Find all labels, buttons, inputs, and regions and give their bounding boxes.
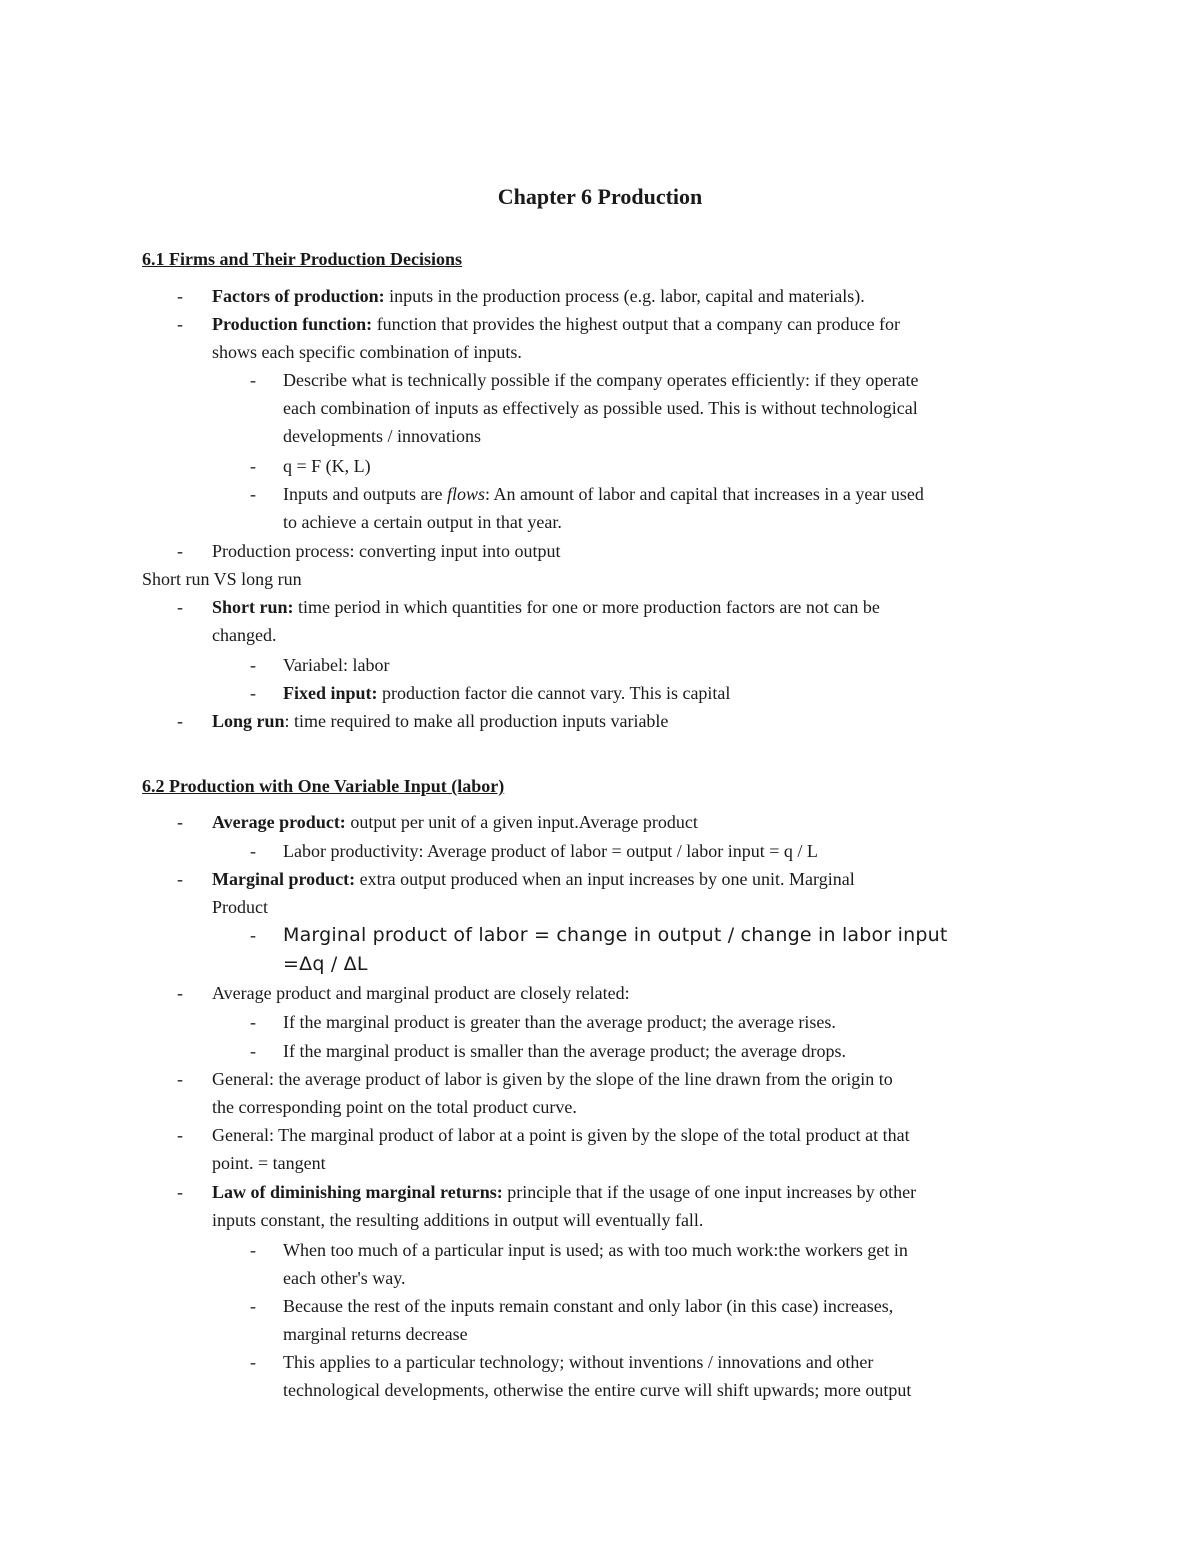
- section-heading-6-2: 6.2 Production with One Variable Input (labor): [142, 776, 505, 796]
- list-item-continuation: point. = tangent: [212, 1153, 326, 1173]
- bullet: -: [250, 456, 256, 476]
- list-item-factors: [212, 282, 865, 310]
- sub-item-labor-productivity: Labor productivity: Average product of labor = output / labor input = q / L: [283, 841, 818, 861]
- sub-item-continuation: developments / innovations: [283, 426, 481, 446]
- sub-item-because: Because the rest of the inputs remain constant and only labor (in this case) increases,: [283, 1296, 894, 1316]
- list-item-marginal-product: [212, 865, 855, 893]
- bullet: -: [177, 1182, 183, 1202]
- sub-item-mpl-formula: Marginal product of labor = change in output / change in labor input: [283, 924, 948, 946]
- bullet: -: [177, 869, 183, 889]
- section-heading-6-1: 6.1 Firms and Their Production Decisions: [142, 249, 463, 269]
- flows-prefix: Inputs and outputs are: [283, 484, 447, 504]
- term-production-function: Production function:: [212, 314, 373, 334]
- definition-factors: inputs in the production process (e.g. labor, capital and materials).: [384, 286, 865, 306]
- sub-item-describe: Describe what is technically possible if the company operates efficiently: if they operate: [283, 370, 919, 390]
- term-law: Law of diminishing marginal returns:: [212, 1182, 503, 1202]
- bullet: -: [177, 286, 183, 306]
- term-average-product: Average product:: [212, 812, 346, 832]
- sub-item-variabel: Variabel: labor: [283, 655, 390, 675]
- bullet: -: [177, 541, 183, 561]
- bullet: -: [250, 841, 256, 861]
- sub-item-fixed-input: [283, 679, 730, 707]
- bullet: -: [177, 983, 183, 1003]
- bullet: -: [177, 711, 183, 731]
- list-item-general-1: General: the average product of labor is given by the slope of the line drawn from the origin to: [212, 1069, 893, 1089]
- bullet: -: [177, 1125, 183, 1145]
- list-item-process: Production process: converting input into output: [212, 541, 561, 561]
- bullet: -: [250, 1296, 256, 1316]
- term-marginal-product: Marginal product:: [212, 869, 356, 889]
- bullet: -: [250, 1041, 256, 1061]
- sub-item-flows: [283, 480, 924, 508]
- bullet: -: [250, 484, 256, 504]
- bullet: -: [250, 655, 256, 675]
- subheading-short-vs-long: Short run VS long run: [142, 569, 302, 589]
- bullet: -: [177, 812, 183, 832]
- sub-item-continuation: each other's way.: [283, 1268, 406, 1288]
- definition-fixed-input: production factor die cannot vary. This is capital: [377, 683, 731, 703]
- sub-item-greater: If the marginal product is greater than the average product; the average rises.: [283, 1012, 836, 1032]
- bullet: -: [177, 597, 183, 617]
- sub-item-smaller: If the marginal product is smaller than the average product; the average drops.: [283, 1041, 846, 1061]
- sub-item-formula: q = F (K, L): [283, 456, 371, 476]
- bullet: -: [177, 1069, 183, 1089]
- definition-average-product: output per unit of a given input.Average product: [345, 812, 698, 832]
- list-item-continuation: Product: [212, 897, 268, 917]
- sub-item-continuation: each combination of inputs as effectively as possible used. This is without technological: [283, 398, 918, 418]
- term-long-run: Long run: [212, 711, 285, 731]
- definition-short-run: time period in which quantities for one or more production factors are not can be: [293, 597, 880, 617]
- flows-suffix: : An amount of labor and capital that increases in a year used: [484, 484, 924, 504]
- bullet: -: [250, 925, 256, 945]
- list-item-short-run: [212, 593, 880, 621]
- definition-marginal-product: extra output produced when an input increases by one unit. Marginal: [355, 869, 855, 889]
- bullet: -: [250, 1240, 256, 1260]
- bullet: -: [177, 314, 183, 334]
- list-item-continuation: the corresponding point on the total product curve.: [212, 1097, 577, 1117]
- list-item-law: [212, 1178, 916, 1206]
- definition-production-function: function that provides the highest output that a company can produce for: [372, 314, 901, 334]
- definition-long-run: : time required to make all production inputs variable: [284, 711, 669, 731]
- sub-item-applies: This applies to a particular technology; without inventions / innovations and other: [283, 1352, 874, 1372]
- term-fixed-input: Fixed input:: [283, 683, 378, 703]
- list-item-continuation: changed.: [212, 625, 277, 645]
- list-item-production-function: [212, 310, 900, 338]
- flows-word: flows: [446, 484, 485, 504]
- sub-item-continuation: =Δq / ΔL: [283, 953, 368, 975]
- list-item-long-run: [212, 707, 668, 735]
- list-item-general-2: General: The marginal product of labor at a point is given by the slope of the total product at that: [212, 1125, 910, 1145]
- bullet: -: [250, 683, 256, 703]
- bullet: -: [250, 1352, 256, 1372]
- sub-item-continuation: technological developments, otherwise the entire curve will shift upwards; more output: [283, 1380, 912, 1400]
- list-item-average-product: [212, 808, 698, 836]
- list-item-continuation: shows each specific combination of inputs.: [212, 342, 522, 362]
- list-item-continuation: inputs constant, the resulting additions in output will eventually fall.: [212, 1210, 704, 1230]
- sub-item-too-much: When too much of a particular input is used; as with too much work:the workers get in: [283, 1240, 908, 1260]
- sub-item-continuation: marginal returns decrease: [283, 1324, 468, 1344]
- list-item-related: Average product and marginal product are closely related:: [212, 983, 630, 1003]
- bullet: -: [250, 1012, 256, 1032]
- bullet: -: [250, 370, 256, 390]
- term-short-run: Short run:: [212, 597, 294, 617]
- sub-item-continuation: to achieve a certain output in that year.: [283, 512, 562, 532]
- definition-law: principle that if the usage of one input increases by other: [502, 1182, 917, 1202]
- term-factors: Factors of production:: [212, 286, 385, 306]
- page-title: Chapter 6 Production: [497, 184, 703, 209]
